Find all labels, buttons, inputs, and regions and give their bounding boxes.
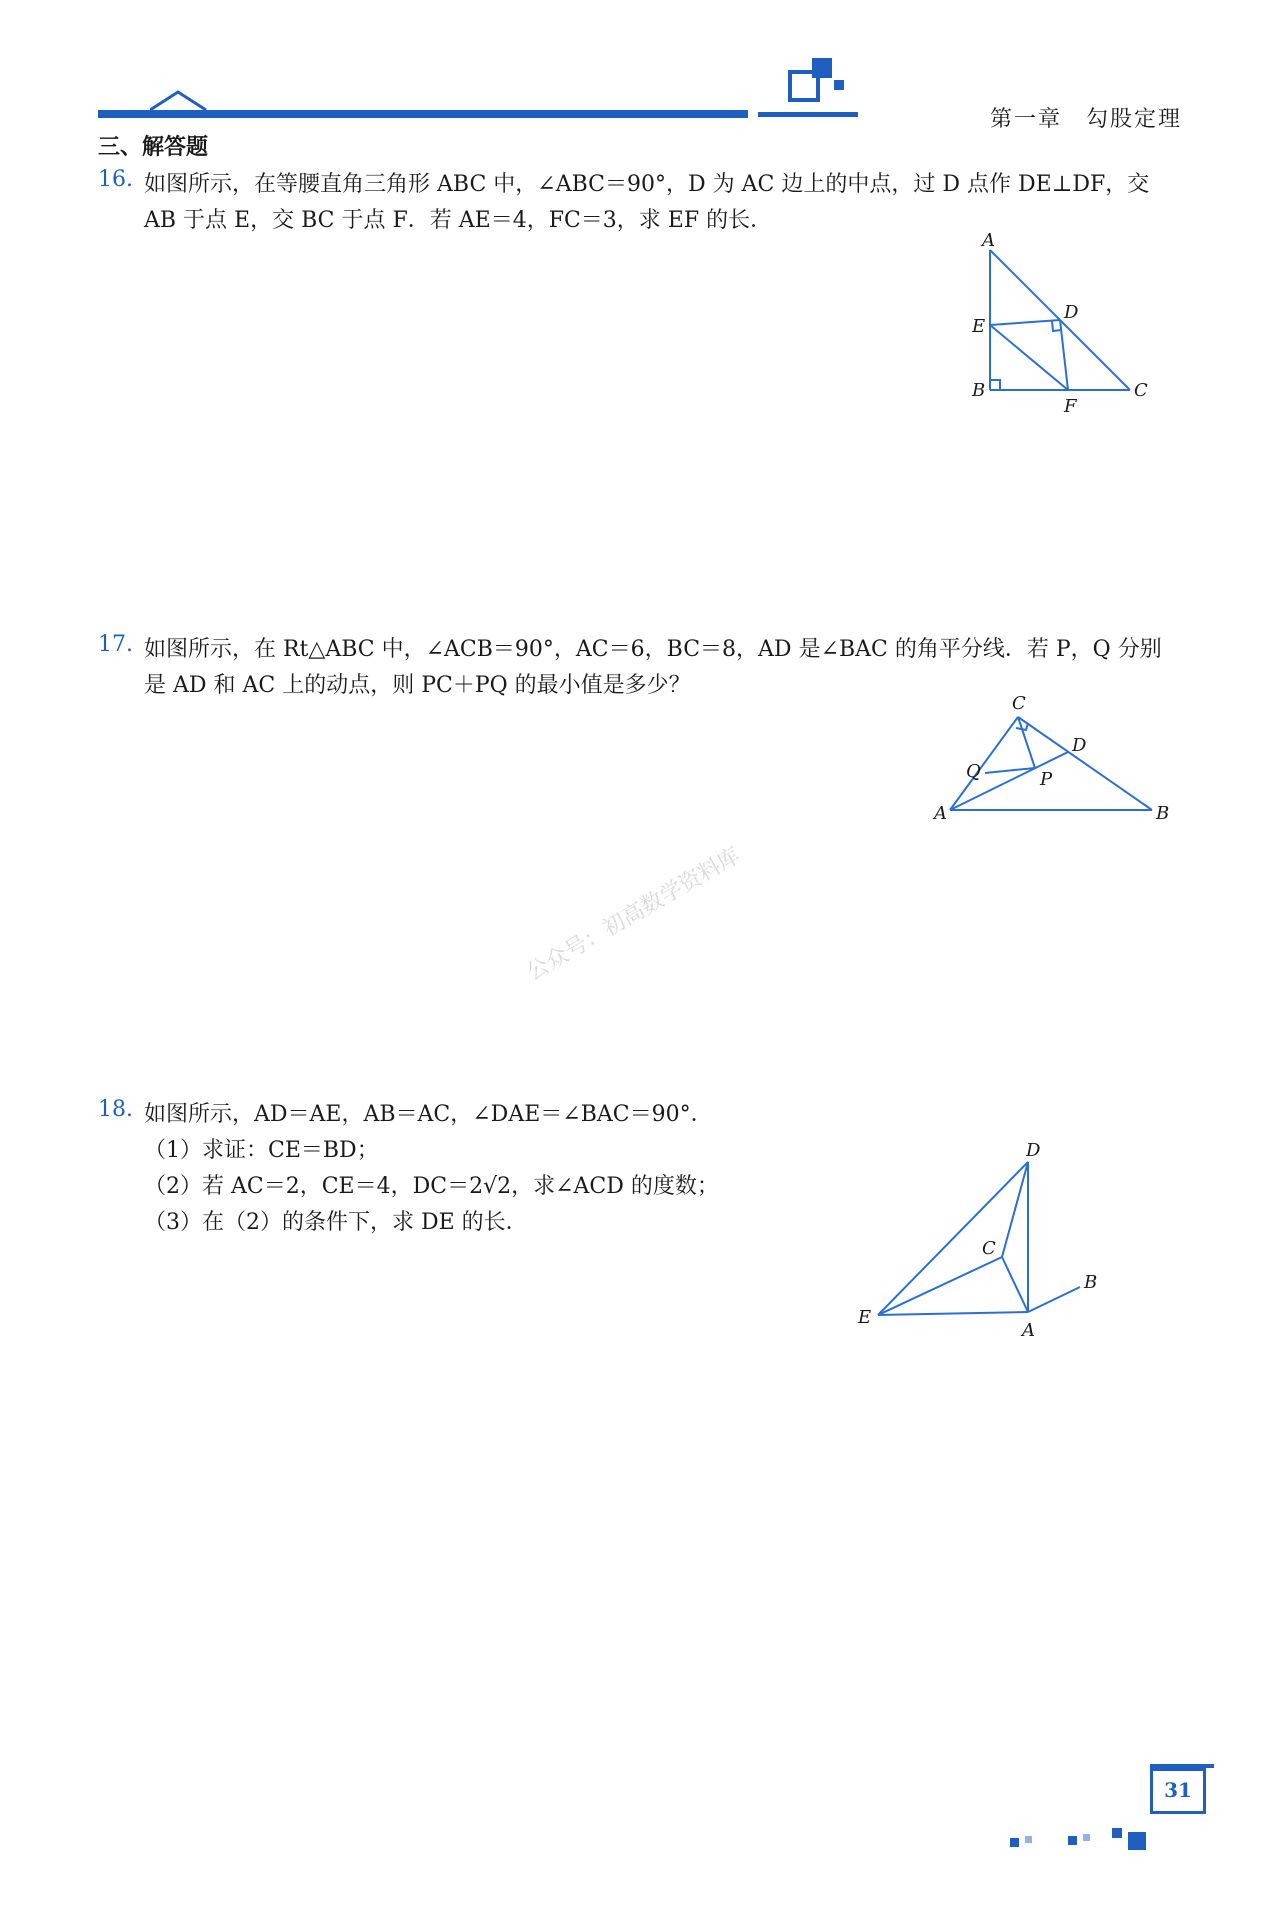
question-16-text (144, 167, 1184, 239)
fig18-ED (878, 1162, 1028, 1315)
header-squares-icon (782, 58, 852, 108)
question-16-number: 16. (98, 167, 133, 192)
question-17-number: 17. (98, 632, 133, 657)
footer-squares-icon (1000, 1820, 1170, 1850)
fig16-label-C: C (1134, 380, 1148, 401)
fig17-label-D: D (1072, 735, 1087, 756)
fig17-label-P: P (1040, 769, 1053, 790)
fig16-ED (990, 320, 1060, 325)
figure-18 (850, 1140, 1110, 1350)
fig18-EC (878, 1257, 1002, 1315)
fig16-EF (990, 325, 1068, 390)
fig18-label-B: B (1084, 1272, 1098, 1293)
watermark: 公众号：初高数学资料库 (522, 843, 745, 986)
fig16-label-A: A (982, 230, 995, 251)
question-18-part2: （2）若 AC＝2，CE＝4，DC＝2√2，求∠ACD 的度数； (144, 1174, 719, 1199)
figure-17 (920, 695, 1180, 825)
question-18-number: 18. (98, 1097, 133, 1122)
question-18-part3: （3）在（2）的条件下，求 DE 的长． (144, 1210, 528, 1235)
fig16-label-D: D (1064, 302, 1079, 323)
question-18-part1: （1）求证：CE＝BD； (144, 1138, 379, 1163)
question-17-line1: 如图所示，在 Rt△ABC 中，∠ACB＝90°，AC＝6，BC＝8，AD 是∠BAC 的角平分线．若 P，Q 分别 (144, 637, 1162, 662)
fig17-CB (1018, 717, 1152, 810)
section-title: 三、解答题 (98, 134, 209, 160)
fig17-label-C: C (1012, 695, 1026, 714)
page-number: 31 (1164, 1778, 1192, 1802)
fig17-label-A: A (934, 803, 947, 824)
fig18-label-E: E (858, 1307, 872, 1328)
question-17-text (144, 632, 1184, 704)
fig16-DF (1060, 320, 1068, 390)
fig18-label-A: A (1022, 1320, 1035, 1341)
header-peak-icon (150, 88, 210, 112)
fig17-label-Q: Q (966, 761, 981, 782)
fig18-label-C: C (982, 1238, 996, 1259)
question-16-line2: AB 于点 E，交 BC 于点 F．若 AE＝4，FC＝3，求 EF 的长． (144, 208, 773, 233)
question-17-line2: 是 AD 和 AC 上的动点，则 PC＋PQ 的最小值是多少？ (144, 673, 691, 698)
question-16-line1: 如图所示，在等腰直角三角形 ABC 中，∠ABC＝90°，D 为 AC 边上的中点，过 D 点作 DE⊥DF，交 (144, 172, 1150, 197)
fig18-AB (1028, 1287, 1080, 1312)
chapter-title: 第一章 勾股定理 (989, 107, 1182, 132)
fig17-label-B: B (1156, 803, 1170, 824)
fig16-label-E: E (972, 316, 986, 337)
fig16-label-F: F (1064, 396, 1077, 417)
fig18-EA (878, 1312, 1028, 1315)
figure-16 (960, 230, 1160, 420)
fig16-label-B: B (972, 380, 986, 401)
page-number-accent (1150, 1764, 1214, 1768)
header-rule (98, 108, 858, 120)
fig18-label-D: D (1026, 1140, 1041, 1161)
question-18-line1: 如图所示，AD＝AE，AB＝AC，∠DAE＝∠BAC＝90°． (144, 1102, 713, 1127)
fig18-CA (1002, 1257, 1028, 1312)
fig17-AC (950, 717, 1018, 810)
